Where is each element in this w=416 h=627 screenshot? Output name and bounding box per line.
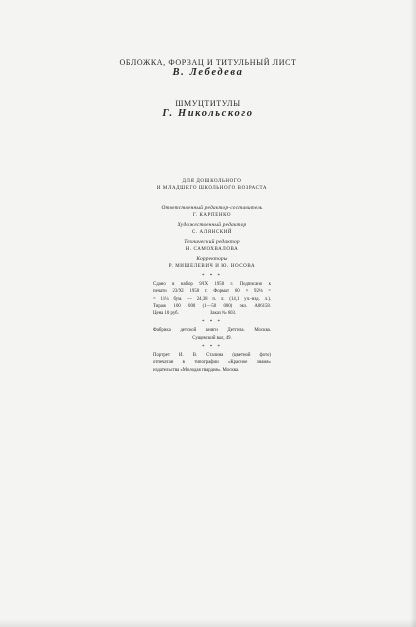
audience-line-2: И МЛАДШЕГО ШКОЛЬНОГО ВОЗРАСТА	[156, 186, 268, 191]
cover-credit-role: ОБЛОЖКА, ФОРЗАЦ И ТИТУЛЬНЫЙ ЛИСТ	[119, 58, 297, 67]
staff-role: Корректоры	[196, 256, 228, 262]
page-edge-shadow	[0, 619, 416, 627]
cover-credit-name: В. Лебедева	[172, 67, 244, 78]
factory-line: Сущевский вал, 49.	[192, 335, 232, 341]
staff-name: Г. КАРПЕНКО	[192, 213, 232, 218]
separator: * * *	[202, 320, 222, 326]
staff-editor	[153, 205, 271, 219]
audience-line-1: ДЛЯ ДОШКОЛЬНОГО	[182, 179, 242, 184]
staff-name: С. АЛЯНСКИЙ	[191, 230, 233, 235]
separator: * * *	[202, 274, 222, 279]
printing-details	[153, 281, 271, 317]
printing-line: Сдано в набор 9/IX 1950 г. Подписано к	[153, 282, 271, 287]
printing-line: Тираж 100 000 (1—50 000) экз. А06158.	[153, 303, 271, 309]
staff-name: Р. МИШЕЛЕВИЧ И Ю. НОСОВА	[168, 264, 256, 269]
staff-role: Ответственный редактор-составитель	[161, 205, 263, 211]
portrait-line: отпечатан в типографии «Красное знамя»	[153, 360, 271, 366]
staff-name: Н. САМОХВАЛОВА	[185, 247, 239, 252]
staff-role: Художественный редактор	[177, 222, 247, 228]
factory-line: Фабрика детской книги Детгиза. Москва.	[153, 328, 271, 334]
headpiece-credit-name: Г. Никольского	[162, 108, 254, 119]
printing-line: = 11¼ бум. — 24,38 п. л. (14,1 уч.-изд. л.).	[153, 296, 271, 302]
colophon-block	[153, 178, 271, 374]
separator: * * *	[202, 345, 222, 351]
printing-line: Цена 10 руб. Заказ № 603.	[153, 311, 237, 317]
staff-art-editor	[153, 222, 271, 236]
printing-line: печати 23/XI 1950 г. Формат 60 × 92⅛ =	[153, 289, 271, 295]
staff-tech-editor	[153, 239, 271, 253]
portrait-note	[153, 352, 271, 374]
portrait-line: Портрет И. В. Сталина (цветной фото)	[153, 353, 271, 359]
page-edge-shadow	[410, 0, 416, 627]
portrait-line: издательства «Молодая гвардия». Москва.	[153, 367, 240, 373]
staff-proofreaders	[153, 256, 271, 270]
headpiece-credit-role: ШМУЦТИТУЛЫ	[175, 99, 241, 108]
factory-address	[153, 327, 271, 342]
staff-role: Технический редактор	[184, 239, 240, 245]
